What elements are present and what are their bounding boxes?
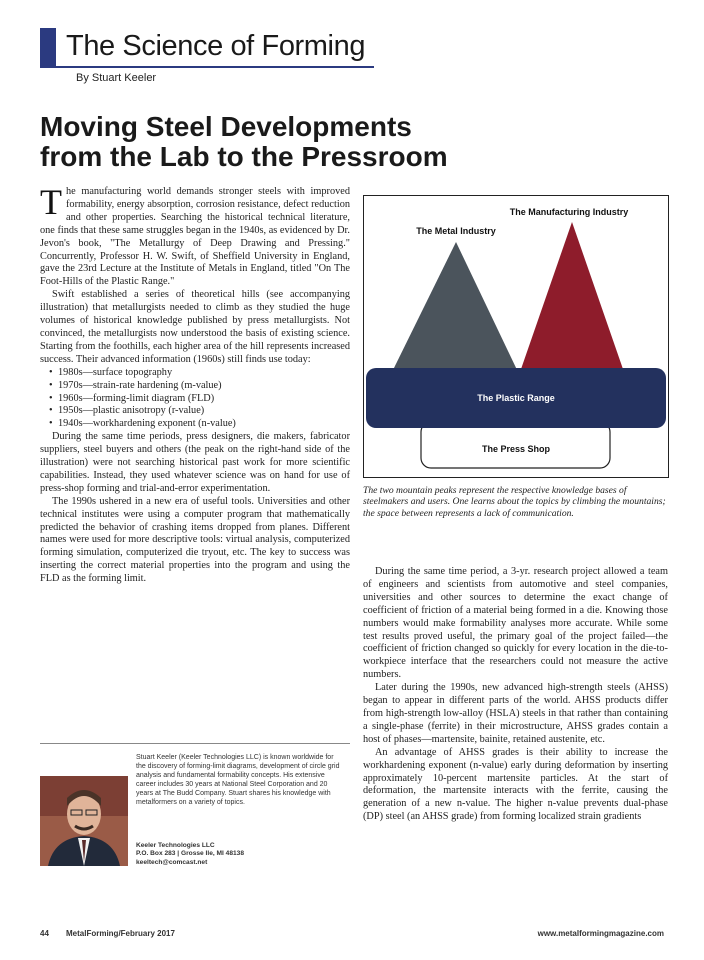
- metal-industry-peak: [392, 242, 518, 372]
- list-item: • 1950s—plastic anisotropy (r-value): [58, 405, 350, 418]
- paragraph-6: Later during the 1990s, new advanced high-strength steels (AHSS) began to appear in different parts of the world. AHSS products differ from high-strength low-alloy (HSLA) steels in that rather than containing a single-phase (ferrite) in their microstructure, AHSS grades contain a host of phases—martensite, bainite, retained austenite, etc.: [363, 682, 668, 745]
- paragraph-7: An advantage of AHSS grades is their ability to increase the workhardening exponent (n-value) early during deformation by inserting approximately 10-percent martensite particles. At the start of deformation, the martensite interacts with the ferrite, causing the generation of a new n-value. The higher n-value prevents dual-phase (DP) steel (an AHSS grade) from forming localized strain gradients: [363, 746, 668, 823]
- paragraph-5: During the same time period, a 3-yr. research project allowed a team of engineers and scientists from automotive and steel companies, universities and other sources to determine the exact change of coefficient of friction of a material being formed in a die. Knowing those numbers would make formability analyses more accurate. While some test results proved useful, the primary goal of the project failed—the coefficient of friction changed so quickly for every location in the die-to-workpiece interface that the researchers could not measure the active numbers.: [363, 566, 668, 681]
- article-column-right: [363, 566, 668, 824]
- list-item: • 1960s—forming-limit diagram (FLD): [58, 393, 350, 406]
- intro-text: he manufacturing world demands stronger steels with improved formability, energy absorption, corrosion resistance, defect reduction and other properties. Searching the historical technical literature, one finds that these same struggles began in the 1940s, as evidenced by Dr. Jevon's book, "The Metallurgy of Deep Drawing and Pressing." Concurrently, Professor H. W. Swift, of Sheffield University in England, gave the 23rd Lecture at the Institute of Metals in England, titled "On The Foot-Hills of the Plastic Range.": [40, 186, 350, 288]
- list-item: • 1980s—surface topography: [58, 367, 350, 380]
- list-item: • 1940s—workhardening exponent (n-value): [58, 418, 350, 431]
- paragraph-2: Swift established a series of theoretical hills (see accompanying illustration) that metallurgists needed to climb as they studied the huge volumes of historical knowledge published by press metallurgists. Not convinced, the metallurgists now understood the basis of existing science. Starting from the foothills, each higher area of the hill represents increased success. Their advanced information (1960s) still finds use today:: [40, 289, 350, 365]
- drop-cap: T: [40, 182, 62, 222]
- paragraph-3: During the same time periods, press designers, die makers, fabricator suppliers, steel buyers and others (the peak on the right-hand side of the illustration) were not searching historical past work for more scientific capabilities. Instead, they used whatever science was on hand for use of press-shop forming and trial-and-error experimentation.: [40, 431, 350, 494]
- list-item: • 1970s—strain-rate hardening (m-value): [58, 380, 350, 393]
- headline-line-2: from the Lab to the Pressroom: [40, 141, 448, 172]
- label-plastic-range: The Plastic Range: [477, 393, 555, 403]
- headline-line-1: Moving Steel Developments: [40, 111, 412, 142]
- figure-mountains: [363, 195, 669, 478]
- page-number: 44: [40, 929, 49, 938]
- section-header: [40, 28, 374, 66]
- article-column-left: [40, 182, 350, 586]
- label-manufacturing-industry: The Manufacturing Industry: [509, 207, 629, 217]
- byline: By Stuart Keeler: [76, 72, 157, 84]
- paragraph-4: The 1990s ushered in a new era of useful tools. Universities and other technical institutes were using a computer program that mathematically predicted the behavior of crashing items dropped from planes. Different names were used for more descriptive tools: virtual analysis, computerized forming simulation, computerized die tryout, etc. The key to success was inserting the correct material properties into the program and using the FLD as the forming limit.: [40, 495, 350, 585]
- author-photo: [40, 776, 128, 866]
- author-bio-box: [40, 743, 350, 871]
- author-company: Keeler Technologies LLC: [136, 842, 215, 849]
- header-rule: [40, 66, 374, 68]
- manufacturing-industry-peak: [520, 222, 624, 372]
- article-headline: [40, 112, 680, 172]
- intro-paragraph: [40, 182, 350, 289]
- section-title: The Science of Forming: [66, 30, 366, 62]
- header-accent-block: [40, 28, 56, 66]
- mountains-illustration: [364, 196, 668, 477]
- magazine-issue: MetalForming/February 2017: [66, 929, 175, 938]
- author-bio-text: Stuart Keeler (Keeler Technologies LLC) is known worldwide for the discovery of forming-limit diagrams, development of circle grid analysis and fundamental formability concepts. His extensive career includes 30 years at National Steel Corporation and 20 years at The Budd Company. Stuart shares his knowledge with metalformers on a variety of topics.: [136, 754, 340, 806]
- label-press-shop: The Press Shop: [481, 444, 551, 454]
- author-contact: [136, 842, 342, 867]
- figure-caption: The two mountain peaks represent the respective knowledge bases of steelmakers and users. One learns about the topics by climbing the mountains; the space between represents a lack of communication.: [363, 485, 666, 519]
- label-metal-industry: The Metal Industry: [416, 226, 496, 236]
- magazine-url[interactable]: www.metalformingmagazine.com: [537, 929, 664, 938]
- author-address: P.O. Box 283 | Grosse Ile, MI 48138: [136, 850, 245, 858]
- research-trend-list: [40, 367, 350, 432]
- author-email[interactable]: keeltech@comcast.net: [136, 858, 208, 866]
